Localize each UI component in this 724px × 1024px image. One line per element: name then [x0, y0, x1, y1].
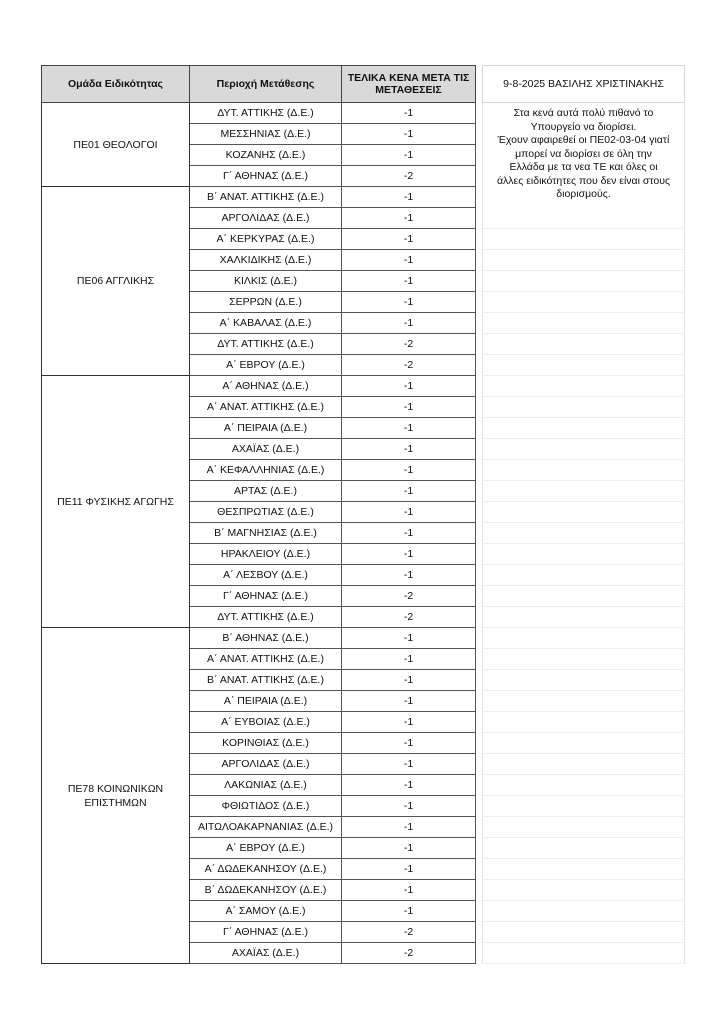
vacancy-value: -1	[342, 565, 476, 586]
region-cell: Α΄ ΣΑΜΟΥ (Δ.Ε.)	[190, 901, 342, 922]
note-title: 9-8-2025 ΒΑΣΙΛΗΣ ΧΡΙΣΤΙΝΑΚΗΣ	[483, 66, 685, 103]
region-cell: ΑΙΤΩΛΟΑΚΑΡΝΑΝΙΑΣ (Δ.Ε.)	[190, 817, 342, 838]
region-cell: ΔΥΤ. ΑΤΤΙΚΗΣ (Δ.Ε.)	[190, 103, 342, 124]
vacancy-value: -2	[342, 334, 476, 355]
vacancy-value: -1	[342, 859, 476, 880]
region-cell: ΚΟΖΑΝΗΣ (Δ.Ε.)	[190, 145, 342, 166]
column-gap	[476, 166, 483, 187]
group-name: ΠΕ78 ΚΟΙΝΩΝΙΚΩΝ	[67, 782, 164, 795]
column-gap	[476, 817, 483, 838]
region-cell: Β΄ ΑΝΑΤ. ΑΤΤΙΚΗΣ (Δ.Ε.)	[190, 670, 342, 691]
region-cell: ΑΧΑΪΑΣ (Δ.Ε.)	[190, 439, 342, 460]
note-line: μπορεί να διορίσει σε όλη την	[515, 147, 652, 160]
vacancy-value: -1	[342, 460, 476, 481]
region-cell: Α΄ ΚΕΦΑΛΛΗΝΙΑΣ (Δ.Ε.)	[190, 460, 342, 481]
vacancy-value: -2	[342, 355, 476, 376]
column-gap	[476, 66, 483, 103]
vacancy-value: -1	[342, 187, 476, 208]
column-gap	[476, 355, 483, 376]
note-empty-cell	[483, 901, 685, 922]
column-gap	[476, 901, 483, 922]
note-empty-cell	[483, 523, 685, 544]
region-cell: Β΄ ΔΩΔΕΚΑΝΗΣΟΥ (Δ.Ε.)	[190, 880, 342, 901]
region-cell: ΑΧΑΪΑΣ (Δ.Ε.)	[190, 943, 342, 964]
region-cell: Β΄ ΑΘΗΝΑΣ (Δ.Ε.)	[190, 628, 342, 649]
column-gap	[476, 754, 483, 775]
note-empty-cell	[483, 439, 685, 460]
column-gap	[476, 481, 483, 502]
column-gap	[476, 292, 483, 313]
column-gap	[476, 460, 483, 481]
column-gap	[476, 565, 483, 586]
region-cell: Α΄ ΑΝΑΤ. ΑΤΤΙΚΗΣ (Δ.Ε.)	[190, 649, 342, 670]
note-empty-cell	[483, 691, 685, 712]
vacancy-value: -2	[342, 607, 476, 628]
column-gap	[476, 376, 483, 397]
region-cell: ΚΙΛΚΙΣ (Δ.Ε.)	[190, 271, 342, 292]
note-line: Ελλάδα με τα νεα ΤΕ και όλες οι	[509, 161, 658, 173]
region-cell: ΔΥΤ. ΑΤΤΙΚΗΣ (Δ.Ε.)	[190, 334, 342, 355]
vacancy-value: -1	[342, 397, 476, 418]
header-region: Περιοχή Μετάθεσης	[190, 66, 342, 103]
region-cell: Α΄ ΕΥΒΟΙΑΣ (Δ.Ε.)	[190, 712, 342, 733]
note-empty-cell	[483, 481, 685, 502]
vacancy-value: -1	[342, 670, 476, 691]
group-cell	[42, 103, 190, 187]
note-empty-cell	[483, 229, 685, 250]
vacancy-value: -1	[342, 145, 476, 166]
vacancy-value: -2	[342, 922, 476, 943]
group-cell	[42, 187, 190, 376]
vacancy-value: -1	[342, 418, 476, 439]
note-empty-cell	[483, 712, 685, 733]
vacancy-value: -1	[342, 523, 476, 544]
vacancy-value: -1	[342, 292, 476, 313]
group-name: ΠΕ01 ΘΕΟΛΟΓΟΙ	[73, 138, 158, 151]
header-vacancies-line1: ΤΕΛΙΚΑ ΚΕΝΑ ΜΕΤΑ ΤΙΣ	[347, 72, 470, 84]
note-empty-cell	[483, 796, 685, 817]
vacancy-value: -1	[342, 691, 476, 712]
group-name: ΠΕ06 ΑΓΓΛΙΚΗΣ	[76, 275, 155, 287]
vacancy-value: -1	[342, 481, 476, 502]
vacancy-value: -1	[342, 838, 476, 859]
note-empty-cell	[483, 397, 685, 418]
note-empty-cell	[483, 670, 685, 691]
region-cell: Γ΄ ΑΘΗΝΑΣ (Δ.Ε.)	[190, 922, 342, 943]
note-text	[483, 103, 685, 208]
column-gap	[476, 649, 483, 670]
vacancy-value: -1	[342, 817, 476, 838]
column-gap	[476, 712, 483, 733]
note-line: άλλες ειδικότητες που δεν είναι στους	[496, 174, 671, 187]
note-line: Υπουργείο να διορίσει.	[530, 120, 637, 133]
column-gap	[476, 187, 483, 208]
region-cell: Α΄ ΑΘΗΝΑΣ (Δ.Ε.)	[190, 376, 342, 397]
group-name: ΠΕ11 ΦΥΣΙΚΗΣ ΑΓΩΓΗΣ	[57, 495, 174, 508]
note-empty-cell	[483, 922, 685, 943]
region-cell: ΔΥΤ. ΑΤΤΙΚΗΣ (Δ.Ε.)	[190, 607, 342, 628]
note-line: διορισμούς.	[556, 188, 611, 200]
header-row	[42, 66, 685, 103]
column-gap	[476, 502, 483, 523]
region-cell: Γ΄ ΑΘΗΝΑΣ (Δ.Ε.)	[190, 586, 342, 607]
column-gap	[476, 628, 483, 649]
note-empty-cell	[483, 355, 685, 376]
region-cell: ΑΡΤΑΣ (Δ.Ε.)	[190, 481, 342, 502]
note-empty-cell	[483, 649, 685, 670]
note-empty-cell	[483, 943, 685, 964]
column-gap	[476, 208, 483, 229]
group-name: ΕΠΙΣΤΗΜΩΝ	[84, 796, 147, 809]
region-cell: ΚΟΡΙΝΘΙΑΣ (Δ.Ε.)	[190, 733, 342, 754]
vacancy-value: -1	[342, 775, 476, 796]
column-gap	[476, 880, 483, 901]
table-row	[42, 628, 685, 649]
note-empty-cell	[483, 565, 685, 586]
region-cell: Α΄ ΠΕΙΡΑΙΑ (Δ.Ε.)	[190, 691, 342, 712]
note-empty-cell	[483, 628, 685, 649]
header-vacancies	[342, 66, 476, 103]
region-cell: ΑΡΓΟΛΙΔΑΣ (Δ.Ε.)	[190, 208, 342, 229]
note-empty-cell	[483, 334, 685, 355]
column-gap	[476, 418, 483, 439]
vacancy-value: -1	[342, 271, 476, 292]
column-gap	[476, 124, 483, 145]
vacancy-value: -1	[342, 712, 476, 733]
column-gap	[476, 229, 483, 250]
region-cell: Α΄ ΑΝΑΤ. ΑΤΤΙΚΗΣ (Δ.Ε.)	[190, 397, 342, 418]
vacancy-value: -1	[342, 313, 476, 334]
column-gap	[476, 250, 483, 271]
region-cell: ΗΡΑΚΛΕΙΟΥ (Δ.Ε.)	[190, 544, 342, 565]
region-cell: Β΄ ΜΑΓΝΗΣΙΑΣ (Δ.Ε.)	[190, 523, 342, 544]
vacancy-value: -1	[342, 250, 476, 271]
note-empty-cell	[483, 460, 685, 481]
note-empty-cell	[483, 607, 685, 628]
vacancy-value: -1	[342, 124, 476, 145]
note-empty-cell	[483, 880, 685, 901]
table-body	[42, 103, 685, 964]
vacancy-value: -2	[342, 586, 476, 607]
note-empty-cell	[483, 544, 685, 565]
vacancy-value: -1	[342, 229, 476, 250]
vacancy-value: -1	[342, 796, 476, 817]
table-row	[42, 103, 685, 124]
region-cell: ΛΑΚΩΝΙΑΣ (Δ.Ε.)	[190, 775, 342, 796]
vacancies-table	[41, 65, 685, 964]
region-cell: ΦΘΙΩΤΙΔΟΣ (Δ.Ε.)	[190, 796, 342, 817]
vacancy-value: -1	[342, 901, 476, 922]
vacancy-value: -1	[342, 502, 476, 523]
header-vacancies-line2: ΜΕΤΑΘΕΣΕΙΣ	[375, 84, 442, 96]
region-cell: Β΄ ΑΝΑΤ. ΑΤΤΙΚΗΣ (Δ.Ε.)	[190, 187, 342, 208]
note-empty-cell	[483, 418, 685, 439]
column-gap	[476, 691, 483, 712]
note-empty-cell	[483, 838, 685, 859]
note-empty-cell	[483, 502, 685, 523]
region-cell: Α΄ ΚΑΒΑΛΑΣ (Δ.Ε.)	[190, 313, 342, 334]
region-cell: ΣΕΡΡΩΝ (Δ.Ε.)	[190, 292, 342, 313]
column-gap	[476, 439, 483, 460]
table-row	[42, 376, 685, 397]
header-group: Ομάδα Ειδικότητας	[42, 66, 190, 103]
note-empty-cell	[483, 859, 685, 880]
vacancy-value: -1	[342, 376, 476, 397]
note-empty-cell	[483, 313, 685, 334]
note-empty-cell	[483, 775, 685, 796]
column-gap	[476, 775, 483, 796]
column-gap	[476, 271, 483, 292]
region-cell: Α΄ ΕΒΡΟΥ (Δ.Ε.)	[190, 838, 342, 859]
region-cell: Α΄ ΚΕΡΚΥΡΑΣ (Δ.Ε.)	[190, 229, 342, 250]
note-empty-cell	[483, 208, 685, 229]
column-gap	[476, 733, 483, 754]
vacancy-value: -1	[342, 733, 476, 754]
vacancy-value: -1	[342, 208, 476, 229]
group-cell	[42, 628, 190, 964]
column-gap	[476, 145, 483, 166]
column-gap	[476, 544, 483, 565]
column-gap	[476, 334, 483, 355]
column-gap	[476, 670, 483, 691]
region-cell: ΧΑΛΚΙΔΙΚΗΣ (Δ.Ε.)	[190, 250, 342, 271]
column-gap	[476, 838, 483, 859]
note-empty-cell	[483, 586, 685, 607]
column-gap	[476, 607, 483, 628]
region-cell: ΘΕΣΠΡΩΤΙΑΣ (Δ.Ε.)	[190, 502, 342, 523]
column-gap	[476, 397, 483, 418]
note-empty-cell	[483, 733, 685, 754]
note-empty-cell	[483, 754, 685, 775]
note-empty-cell	[483, 817, 685, 838]
region-cell: Α΄ ΛΕΣΒΟΥ (Δ.Ε.)	[190, 565, 342, 586]
vacancy-value: -1	[342, 628, 476, 649]
column-gap	[476, 313, 483, 334]
note-line: Έχουν αφαιρεθεί οι ΠΕ02-03-04 γιατί	[497, 134, 670, 146]
vacancy-value: -1	[342, 880, 476, 901]
column-gap	[476, 103, 483, 124]
column-gap	[476, 523, 483, 544]
note-line: Στα κενά αυτά πολύ πιθανό το	[513, 107, 654, 119]
vacancy-value: -1	[342, 754, 476, 775]
vacancy-value: -1	[342, 649, 476, 670]
note-empty-cell	[483, 271, 685, 292]
group-cell	[42, 376, 190, 628]
vacancy-value: -1	[342, 439, 476, 460]
vacancy-value: -2	[342, 943, 476, 964]
column-gap	[476, 943, 483, 964]
vacancy-value: -2	[342, 166, 476, 187]
region-cell: ΜΕΣΣΗΝΙΑΣ (Δ.Ε.)	[190, 124, 342, 145]
column-gap	[476, 859, 483, 880]
note-empty-cell	[483, 376, 685, 397]
column-gap	[476, 796, 483, 817]
column-gap	[476, 586, 483, 607]
region-cell: Γ΄ ΑΘΗΝΑΣ (Δ.Ε.)	[190, 166, 342, 187]
note-empty-cell	[483, 292, 685, 313]
note-empty-cell	[483, 250, 685, 271]
region-cell: Α΄ ΔΩΔΕΚΑΝΗΣΟΥ (Δ.Ε.)	[190, 859, 342, 880]
region-cell: Α΄ ΕΒΡΟΥ (Δ.Ε.)	[190, 355, 342, 376]
vacancy-value: -1	[342, 103, 476, 124]
column-gap	[476, 922, 483, 943]
vacancy-value: -1	[342, 544, 476, 565]
region-cell: Α΄ ΠΕΙΡΑΙΑ (Δ.Ε.)	[190, 418, 342, 439]
region-cell: ΑΡΓΟΛΙΔΑΣ (Δ.Ε.)	[190, 754, 342, 775]
